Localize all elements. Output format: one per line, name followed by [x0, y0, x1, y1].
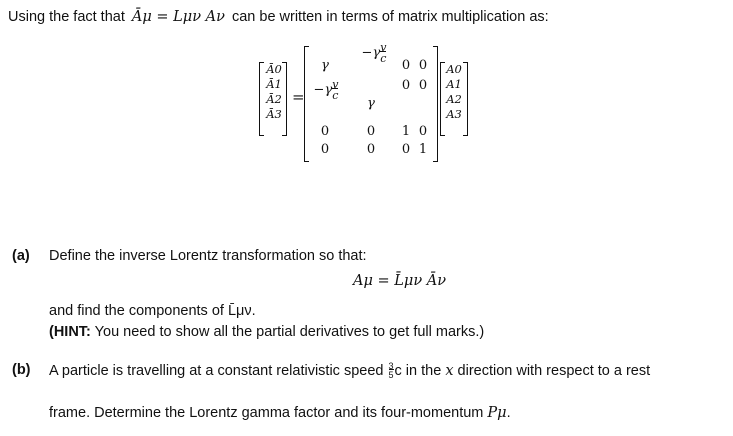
matrix-cell-0-3: 0 [418, 58, 428, 73]
matrix-cell-0-2: 0 [401, 58, 411, 73]
four-momentum: Pμ [487, 405, 507, 421]
part-b-line2-text: frame. Determine the Lorentz gamma factor and its four-momentum [49, 405, 484, 421]
intro-tail: can be written in terms of matrix multiplication as: [231, 9, 549, 25]
matrix-cell-0-0: γ [321, 58, 329, 73]
matrix-cell-2-3: 0 [418, 124, 428, 139]
part-b-text-1: A particle is travelling at a constant relativistic speed [49, 362, 384, 379]
part-a-label: (a) [12, 248, 30, 264]
matrix-cell-3-2: 0 [401, 142, 411, 157]
matrix-cell-1-3: 0 [418, 78, 428, 93]
part-a-equation: Aμ = L̄μν Āν [353, 273, 447, 289]
intro-lead: Using the fact that [8, 9, 125, 25]
intro-relation: Āμ = Lμν Aν [131, 9, 225, 25]
matrix-cell-1-1: γ [367, 96, 375, 111]
part-b-period: . [506, 405, 511, 421]
matrix-cell-1-0: $-\gamma\frac{v}{c}$ [313, 78, 339, 102]
rhs-entry-3: A3 [446, 107, 462, 121]
part-a-hint [49, 324, 484, 340]
speed-fraction [389, 362, 394, 380]
speed-numerator: 3 [388, 361, 394, 371]
matrix-cell-3-1: 0 [366, 142, 376, 157]
part-a-follow: and find the components of L̄μν. [49, 303, 256, 319]
matrix-bracket-left [304, 46, 309, 162]
matrix-cell-0-1: $-\gamma\frac{v}{c}$ [361, 41, 387, 65]
matrix-cell-3-0: 0 [320, 142, 330, 157]
matrix-cell-2-0: 0 [320, 124, 330, 139]
matrix-bracket-right [433, 46, 438, 162]
part-b-text-2: c in the [394, 362, 442, 379]
matrix-cell-3-3: 1 [418, 142, 428, 157]
x-variable: x [445, 362, 454, 379]
part-b-line2 [49, 405, 511, 421]
matrix-equals: = [292, 88, 305, 106]
part-b-text-3: direction with respect to a rest [457, 362, 651, 379]
part-b-label: (b) [12, 362, 31, 378]
lhs-entry-3: Ā3 [266, 107, 282, 121]
lhs-entry-0: Ā0 [266, 62, 282, 76]
matrix-cell-1-2: 0 [401, 78, 411, 93]
hint-label: (HINT: [49, 324, 91, 340]
rhs-entry-0: A0 [446, 62, 462, 76]
matrix-cell-2-2: 1 [401, 124, 411, 139]
part-a-text: Define the inverse Lorentz transformation so that: [49, 248, 367, 264]
speed-denominator: 5 [388, 370, 394, 380]
hint-text: You need to show all the partial derivatives to get full marks.) [94, 324, 485, 340]
matrix-equation [0, 0, 733, 180]
matrix-cell-2-1: 0 [366, 124, 376, 139]
rhs-entry-1: A1 [446, 77, 462, 91]
lhs-entry-1: Ā1 [266, 77, 282, 91]
rhs-entry-2: A2 [446, 92, 462, 106]
part-b-line1 [49, 362, 650, 380]
lhs-entry-2: Ā2 [266, 92, 282, 106]
